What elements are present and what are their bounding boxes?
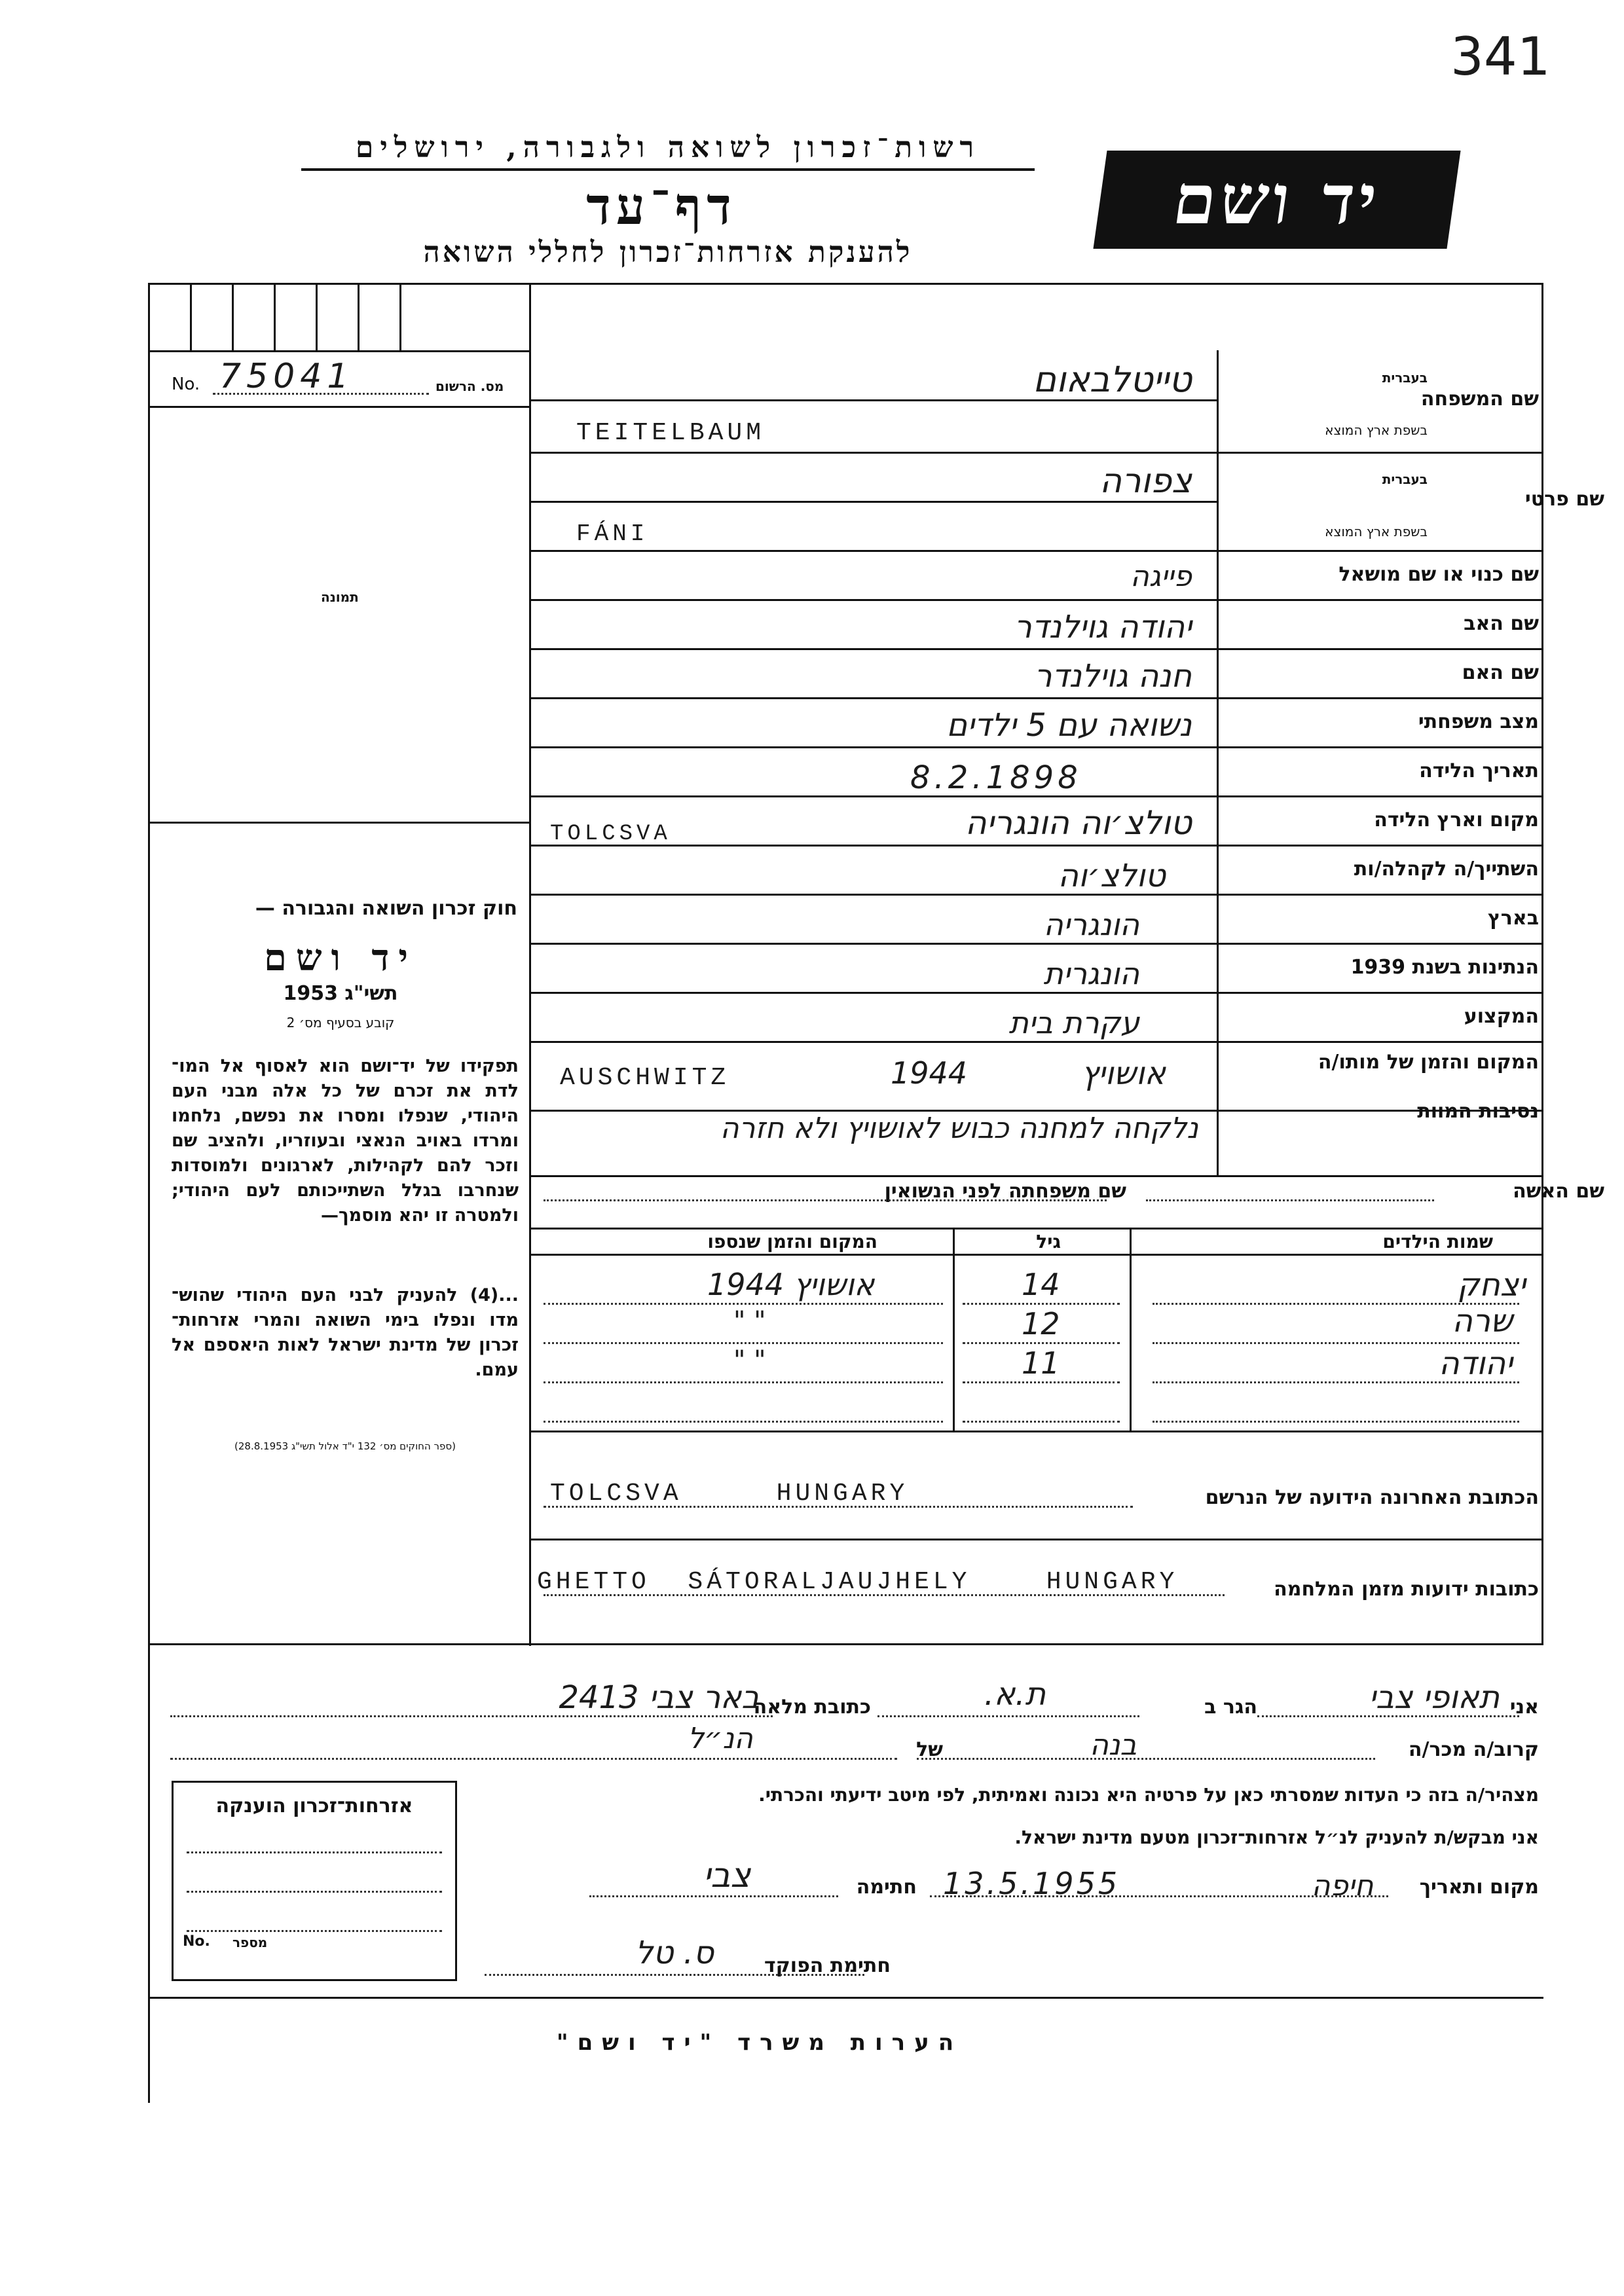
authority-heading: רשות־זכרון לשואה ולגבורה, ירושלים	[301, 131, 1035, 171]
child-name: שרה	[1452, 1303, 1513, 1339]
grant-no-label: No.	[183, 1933, 210, 1950]
grant-number-label: מספר	[232, 1935, 268, 1950]
full-address-label: כתובת מלאה	[753, 1696, 871, 1719]
law-year: תשי"ג 1953	[283, 982, 398, 1005]
child-place-time: 1944 אושויץ	[707, 1267, 875, 1302]
birth-place-label: מקום וארץ הלידה	[1374, 809, 1539, 831]
child-age: 12	[1022, 1306, 1060, 1341]
father-name-value: יהודה גוילנדר	[1014, 609, 1192, 646]
family-name-label: שם המשפחה	[1420, 388, 1539, 410]
family-name-latin: TEITELBAUM	[576, 419, 766, 447]
family-name-hebrew-label: בעברית	[1382, 370, 1428, 386]
child-age: 14	[1022, 1267, 1060, 1302]
death-year: 1944	[891, 1055, 968, 1091]
last-address-value: TOLCSVA HUNGARY	[550, 1480, 909, 1508]
child-name: יצחק	[1457, 1267, 1526, 1303]
country-label: בארץ	[1487, 907, 1539, 930]
birth-date-value: 8.2.1898	[910, 759, 1082, 796]
citizenship-value: הונגרית	[1043, 956, 1139, 991]
first-name-hebrew: צפורה	[1099, 462, 1192, 501]
signature-value: צבי	[703, 1856, 751, 1895]
officer-signature-value: ס. טל	[635, 1935, 714, 1971]
grant-box-title: אזרחות־זכרון הוענקה	[215, 1795, 413, 1817]
law-paragraph-1: תפקידו של יד־ושם הוא לאסוף אל המו־ לדת את זכרם של כל אלה מבני העם היהודי, שנפלו ומסרו את נפשם, נלחמו ומרדו באויב הנאצי ובעוזריו, ולהציב שם וזכר להם לקהילות, לארגונים ולמוסדות שנחרבו בגלל השתייכותם לעם היהודי; ולמטרה זו יהא מוסמך—	[172, 1056, 519, 1226]
office-notes: הערות משרד "יד ושם"	[556, 2030, 963, 2056]
declarant-name: תאופי צבי	[1369, 1679, 1500, 1716]
death-place-latin: AUSCHWITZ	[560, 1064, 730, 1092]
birth-place-hebrew: טולצ׳וה הונגריה	[965, 804, 1192, 842]
date-value: 13.5.1955	[943, 1866, 1120, 1901]
law-source: (ספר החוקים מס׳ 132 י"ד אלול תשי"ג 28.8.1953)	[234, 1440, 456, 1452]
child-name: יהודה	[1439, 1345, 1513, 1382]
mother-name-value: חנה גוילנדר	[1034, 658, 1192, 695]
family-name-hebrew: טייטלבאום	[1033, 359, 1192, 400]
doc-subtitle: להענקת אזרחות־זכרון לחללי השואה	[423, 236, 913, 269]
child-place-time: " "	[733, 1306, 766, 1336]
father-name-label: שם האב	[1464, 612, 1539, 635]
death-place-label: המקום והזמן של מותו/ה	[1318, 1051, 1539, 1074]
lives-label: הגר ב	[1204, 1696, 1257, 1719]
death-place-hebrew: אושויץ	[1081, 1055, 1166, 1092]
children-age-header: גיל	[1036, 1231, 1061, 1252]
page-number: 341	[1450, 26, 1551, 87]
child-place-time: " "	[733, 1345, 766, 1376]
marital-status-label: מצב משפחתי	[1418, 710, 1539, 733]
yad-vashem-logo: יד ושם	[1093, 151, 1460, 249]
law-title: חוק זכרון השואה והגבורה —	[255, 897, 517, 920]
children-place-header: המקום והזמן שנספו	[707, 1231, 877, 1252]
birth-place-latin: TOLCSVA	[550, 822, 671, 847]
circumstances-value: נלקחה למחנה כבוש לאושויץ ולא חזרה	[720, 1112, 1198, 1145]
signature-label: חתימה	[856, 1876, 917, 1899]
law-paragraph-2: ...(4) להעניק לבני העם היהודי שהוש־ מדו ונפלו בימי השואה והמרי אזרחות־ זכרון של מדינת ישראל לאות היאספם אל עמם.	[172, 1285, 519, 1380]
law-clause: קובע בסעיף מס׳ 2	[286, 1015, 395, 1030]
nickname-label: שם כנוי או שם מושאל	[1338, 563, 1539, 586]
family-name-origin-label: בשפת ארץ המוצא	[1325, 422, 1428, 438]
relation-value: בנה	[1090, 1728, 1137, 1762]
last-address-label: הכתובת האחרונה הידועה של הנרשם	[1205, 1486, 1539, 1509]
profession-value: עקרת בית	[1008, 1005, 1139, 1040]
place-value: חיפה	[1311, 1869, 1374, 1903]
wartime-address-value: GHETTO SÁTORALJAUJHELY HUNGARY	[537, 1568, 1179, 1596]
lives-value: ת.א.	[984, 1676, 1046, 1713]
spouse-maiden-label: שם משפחתה לפני הנשואין	[884, 1180, 1126, 1203]
relation-of-value: הנ״ל	[688, 1722, 753, 1755]
first-name-origin-label: בשפת ארץ המוצא	[1325, 524, 1428, 539]
grant-box	[172, 1781, 457, 1981]
relation-of-label: של	[916, 1738, 943, 1761]
first-name-hebrew-label: בעברית	[1382, 471, 1428, 487]
child-age: 11	[1022, 1345, 1060, 1381]
declaration-request: אני מבקש/ת להעניק לנ״ל אזרחות־זכרון מטעם מדינת ישראל.	[1014, 1827, 1539, 1848]
wartime-address-label: כתובות ידועות מזמן המלחמה	[1274, 1578, 1539, 1601]
declaration-statement: מצהיר/ה בזה כי העדות שמסרתי כאן על פרטיה היא נכונה ואמיתית, לפי מיטב ידיעתי והכרתי.	[758, 1784, 1539, 1806]
registration-label: מס. הרשום	[435, 378, 504, 394]
registration-number: 75041	[219, 357, 354, 396]
community-label: השתייך/ה לקהלה/ות	[1354, 858, 1539, 881]
mother-name-label: שם האם	[1462, 661, 1539, 684]
first-name-latin: FÁNI	[576, 520, 649, 547]
circumstances-label: נסיבות המוות	[1417, 1100, 1539, 1123]
photo-label: תמונה	[321, 589, 359, 605]
first-name-label: שם פרטי	[1524, 488, 1604, 511]
officer-signature-label: חתימת הפוקד	[764, 1954, 891, 1977]
birth-date-label: תאריך הלידה	[1419, 759, 1539, 782]
registration-no-label: No.	[172, 374, 200, 394]
community-value: טולצ׳וה	[1058, 858, 1166, 894]
spouse-label: שם האשה	[1513, 1180, 1604, 1203]
country-value: הונגריה	[1043, 907, 1139, 942]
relation-label: קרוב/ה מכר/ה	[1408, 1738, 1539, 1761]
marital-status-value: נשואה עם 5 ילדים	[946, 707, 1192, 744]
nickname-value: פייגה	[1130, 560, 1192, 593]
profession-label: המקצוע	[1464, 1005, 1539, 1028]
place-date-label: מקום ותאריך	[1419, 1876, 1539, 1899]
children-names-header: שמות הילדים	[1382, 1231, 1493, 1252]
law-name: יד ושם	[263, 936, 418, 979]
full-address-value: באר צבי 2413	[559, 1679, 760, 1716]
doc-title: דף־עד	[586, 177, 737, 236]
declarant-label: אני	[1509, 1696, 1539, 1719]
citizenship-label: הנתינות בשנת 1939	[1350, 956, 1539, 979]
